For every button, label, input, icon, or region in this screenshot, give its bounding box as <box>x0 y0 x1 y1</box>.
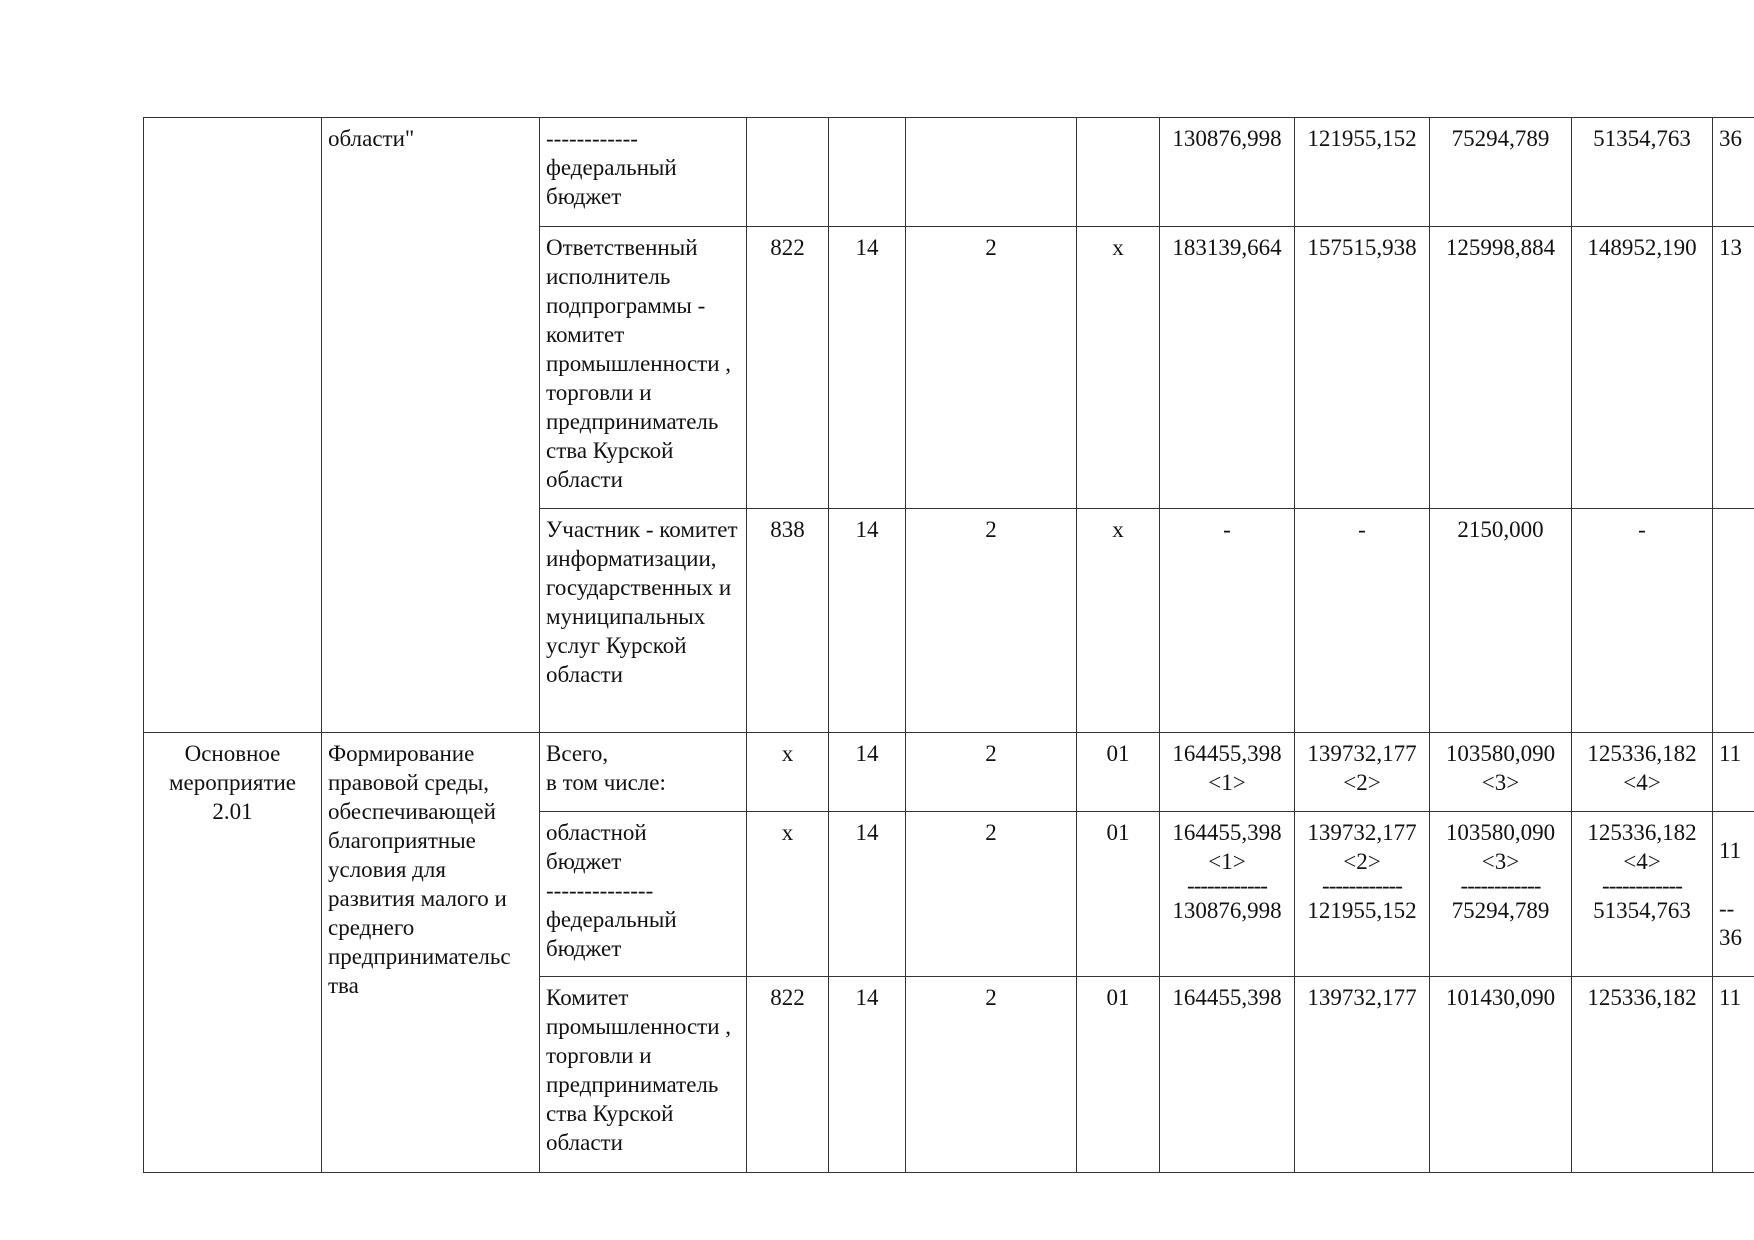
value-note: <1> <box>1208 770 1246 795</box>
funding-source-cell: Ответственный исполнитель подпрограммы - комитет промышленности , торговли и предприниматель ства Курской области <box>540 227 747 509</box>
value-cell: 121955,152 <box>1295 118 1430 227</box>
grbs-cell: 822 <box>747 227 829 509</box>
value-cell <box>1430 733 1572 812</box>
value-cell: 125998,884 <box>1430 227 1572 509</box>
table-row <box>144 733 1754 812</box>
cs2-cell <box>1077 118 1160 227</box>
rz-cell: 14 <box>829 733 906 812</box>
grbs-cell: x <box>747 733 829 812</box>
name-cell: Формирование правовой среды, обеспечивающей благоприятные условия для развития малого и среднего предпринимательс тва <box>322 733 540 1173</box>
value-cell: - <box>1295 509 1430 733</box>
value-federal: 51354,763 <box>1593 898 1691 923</box>
value-federal: 36 <box>1719 925 1742 950</box>
grbs-cell: 838 <box>747 509 829 733</box>
value-cell: - <box>1160 509 1295 733</box>
cs1-cell: 2 <box>906 227 1077 509</box>
cs1-cell: 2 <box>906 977 1077 1173</box>
value-cell <box>1160 733 1295 812</box>
grbs-cell: 822 <box>747 977 829 1173</box>
value-cell <box>1572 812 1713 977</box>
rz-cell <box>829 118 906 227</box>
value-note: <4> <box>1623 849 1661 874</box>
value-divider: ------------ <box>1460 873 1541 898</box>
table-row <box>144 118 1754 227</box>
value-cell <box>1713 509 1754 733</box>
value-cell: 164455,398 <box>1160 977 1295 1173</box>
funding-source-cell: ------------ федеральный бюджет <box>540 118 747 227</box>
value-divider: ------------ <box>1322 873 1402 898</box>
value-federal: 121955,152 <box>1307 898 1417 923</box>
value-note: <2> <box>1343 770 1381 795</box>
value-cell: 51354,763 <box>1572 118 1713 227</box>
value-cell: - <box>1572 509 1713 733</box>
rz-cell: 14 <box>829 227 906 509</box>
value-main: 103580,090 <box>1445 820 1556 845</box>
value-divider: ------------ <box>1187 873 1267 898</box>
value-main: 139732,177 <box>1307 741 1417 766</box>
name-cell: области" <box>322 118 540 733</box>
value-cell: 157515,938 <box>1295 227 1430 509</box>
cs2-cell: x <box>1077 227 1160 509</box>
value-cell <box>1295 733 1430 812</box>
cs1-cell: 2 <box>906 812 1077 977</box>
value-note: <2> <box>1343 849 1381 874</box>
cs1-cell <box>906 118 1077 227</box>
rz-cell: 14 <box>829 977 906 1173</box>
value-main: 125336,182 <box>1587 741 1697 766</box>
cs2-cell: x <box>1077 509 1160 733</box>
rz-cell: 14 <box>829 509 906 733</box>
value-cell: 11 <box>1713 977 1754 1173</box>
value-cell <box>1160 812 1295 977</box>
value-cell: 75294,789 <box>1430 118 1572 227</box>
value-note: <3> <box>1481 849 1520 874</box>
value-note-empty <box>1719 865 1754 894</box>
value-note: <1> <box>1208 849 1246 874</box>
cs1-cell: 2 <box>906 733 1077 812</box>
value-cell: 11 <box>1713 733 1754 812</box>
cs2-cell: 01 <box>1077 977 1160 1173</box>
value-main: 11 <box>1719 838 1742 863</box>
value-cell: 36 <box>1713 118 1754 227</box>
funding-source-cell: областной бюджет -------------- федеральный бюджет <box>540 812 747 977</box>
funding-source-cell: Всего, в том числе: <box>540 733 747 812</box>
value-divider: -- <box>1719 896 1735 921</box>
value-cell: 139732,177 <box>1295 977 1430 1173</box>
value-note: <3> <box>1481 770 1520 795</box>
cs2-cell: 01 <box>1077 733 1160 812</box>
value-divider: ------------ <box>1602 873 1682 898</box>
value-cell <box>1430 812 1572 977</box>
value-cell: 125336,182 <box>1572 977 1713 1173</box>
budget-table <box>143 117 1754 1173</box>
value-cell <box>1572 733 1713 812</box>
value-cell: 130876,998 <box>1160 118 1295 227</box>
value-cell: 2150,000 <box>1430 509 1572 733</box>
value-federal: 75294,789 <box>1451 898 1550 923</box>
grbs-cell <box>747 118 829 227</box>
value-cell: 183139,664 <box>1160 227 1295 509</box>
cs2-cell: 01 <box>1077 812 1160 977</box>
value-main: 164455,398 <box>1172 820 1282 845</box>
value-note: <4> <box>1623 770 1661 795</box>
value-main: 125336,182 <box>1587 820 1697 845</box>
value-main: 164455,398 <box>1172 741 1282 766</box>
funding-source-cell: Комитет промышленности , торговли и предприниматель ства Курской области <box>540 977 747 1173</box>
rz-cell: 14 <box>829 812 906 977</box>
value-cell <box>1713 812 1754 977</box>
status-cell: Основное мероприятие 2.01 <box>144 733 322 1173</box>
grbs-cell: x <box>747 812 829 977</box>
value-main: 139732,177 <box>1307 820 1417 845</box>
value-cell: 101430,090 <box>1430 977 1572 1173</box>
value-cell: 13 <box>1713 227 1754 509</box>
status-cell-empty <box>144 118 322 733</box>
cs1-cell: 2 <box>906 509 1077 733</box>
value-federal: 130876,998 <box>1172 898 1282 923</box>
funding-source-cell: Участник - комитет информатизации, государственных и муниципальных услуг Курской области <box>540 509 747 733</box>
value-cell <box>1295 812 1430 977</box>
value-main: 103580,090 <box>1445 741 1556 766</box>
value-cell: 148952,190 <box>1572 227 1713 509</box>
